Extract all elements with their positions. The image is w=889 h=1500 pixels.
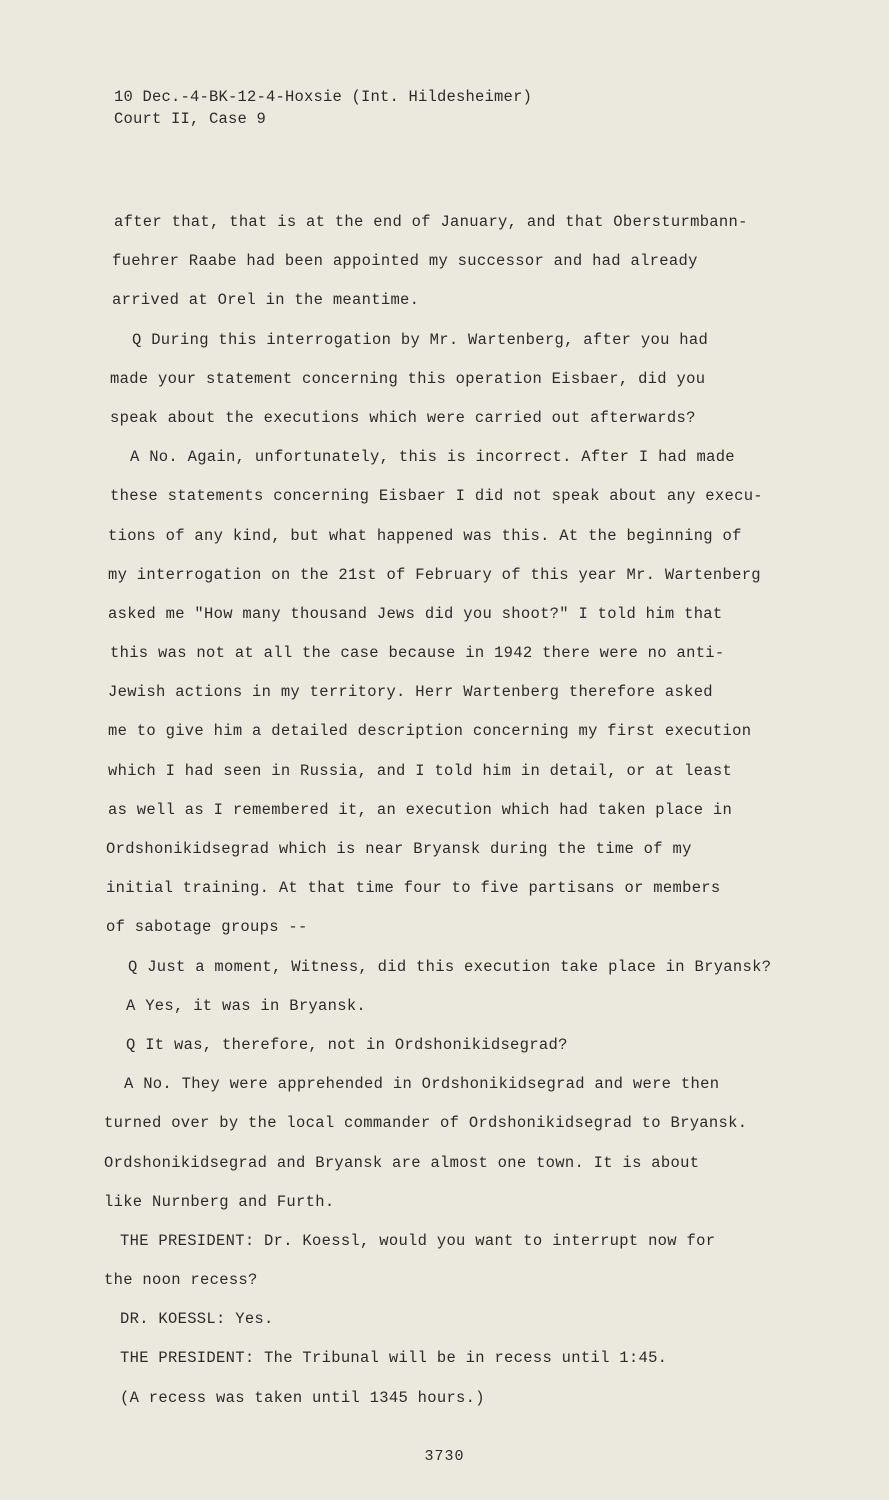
document-header (114, 86, 532, 130)
transcript-line: Ordshonikidsegrad which is near Bryansk during the time of my (106, 840, 692, 858)
header-court-line: Court II, Case 9 (114, 110, 267, 128)
transcript-line: made your statement concerning this operation Eisbaer, did you (110, 369, 706, 388)
transcript-line: Q During this interrogation by Mr. Wartenberg, after you had (132, 330, 709, 349)
transcript-line: fuehrer Raabe had been appointed my successor and had already (112, 252, 698, 271)
transcript-line: asked me "How many thousand Jews did you shoot?" I told him that (108, 604, 723, 623)
transcript-line: after that, that is at the end of January, and that Obersturmbann- (114, 213, 748, 231)
header-reference-line: 10 Dec.-4-BK-12-4-Hoxsie (Int. Hildesheimer) (114, 88, 533, 106)
transcript-line: which I had seen in Russia, and I told him in detail, or at least (108, 761, 733, 780)
transcript-line: THE PRESIDENT: The Tribunal will be in recess until 1:45. (120, 1349, 668, 1368)
transcript-line: A Yes, it was in Bryansk. (126, 996, 367, 1015)
transcript-line: as well as I remembered it, an execution which had taken place in (108, 800, 733, 819)
transcript-line: Jewish actions in my territory. Herr Wartenberg therefore asked (108, 683, 713, 702)
transcript-line: like Nurnberg and Furth. (104, 1192, 335, 1211)
transcript-line: this was not at all the case because in 1942 there were no anti- (110, 644, 725, 663)
transcript-line: the noon recess? (104, 1271, 258, 1290)
transcript-body (104, 203, 794, 1418)
transcript-line: A No. Again, unfortunately, this is incorrect. After I had made (130, 448, 735, 467)
transcript-line: speak about the executions which were carried out afterwards? (110, 408, 696, 427)
transcript-line: arrived at Orel in the meantime. (112, 291, 420, 310)
transcript-line: my interrogation on the 21st of February of this year Mr. Wartenberg (108, 565, 761, 584)
transcript-line: DR. KOESSL: Yes. (120, 1310, 274, 1329)
transcript-line: these statements concerning Eisbaer I did not speak about any execu- (110, 487, 763, 506)
transcript-line: (A recess was taken until 1345 hours.) (120, 1388, 485, 1407)
transcript-line: of sabotage groups -- (106, 918, 308, 937)
page-number: 3730 (424, 1448, 465, 1465)
transcript-line: initial training. At that time four to five partisans or members (106, 879, 721, 898)
transcript-line: turned over by the local commander of Ordshonikidsegrad to Bryansk. (104, 1114, 748, 1133)
transcript-line: Ordshonikidsegrad and Bryansk are almost one town. It is about (104, 1153, 700, 1172)
transcript-line: Q It was, therefore, not in Ordshonikidsegrad? (126, 1035, 568, 1054)
transcript-line: A No. They were apprehended in Ordshonikidsegrad and were then (124, 1075, 720, 1094)
transcript-line: THE PRESIDENT: Dr. Koessl, would you want to interrupt now for (120, 1231, 716, 1250)
transcript-line: me to give him a detailed description concerning my first execution (108, 722, 752, 741)
transcript-line: Q Just a moment, Witness, did this execution take place in Bryansk? (128, 957, 772, 976)
transcript-line: tions of any kind, but what happened was this. At the beginning of (108, 526, 742, 545)
